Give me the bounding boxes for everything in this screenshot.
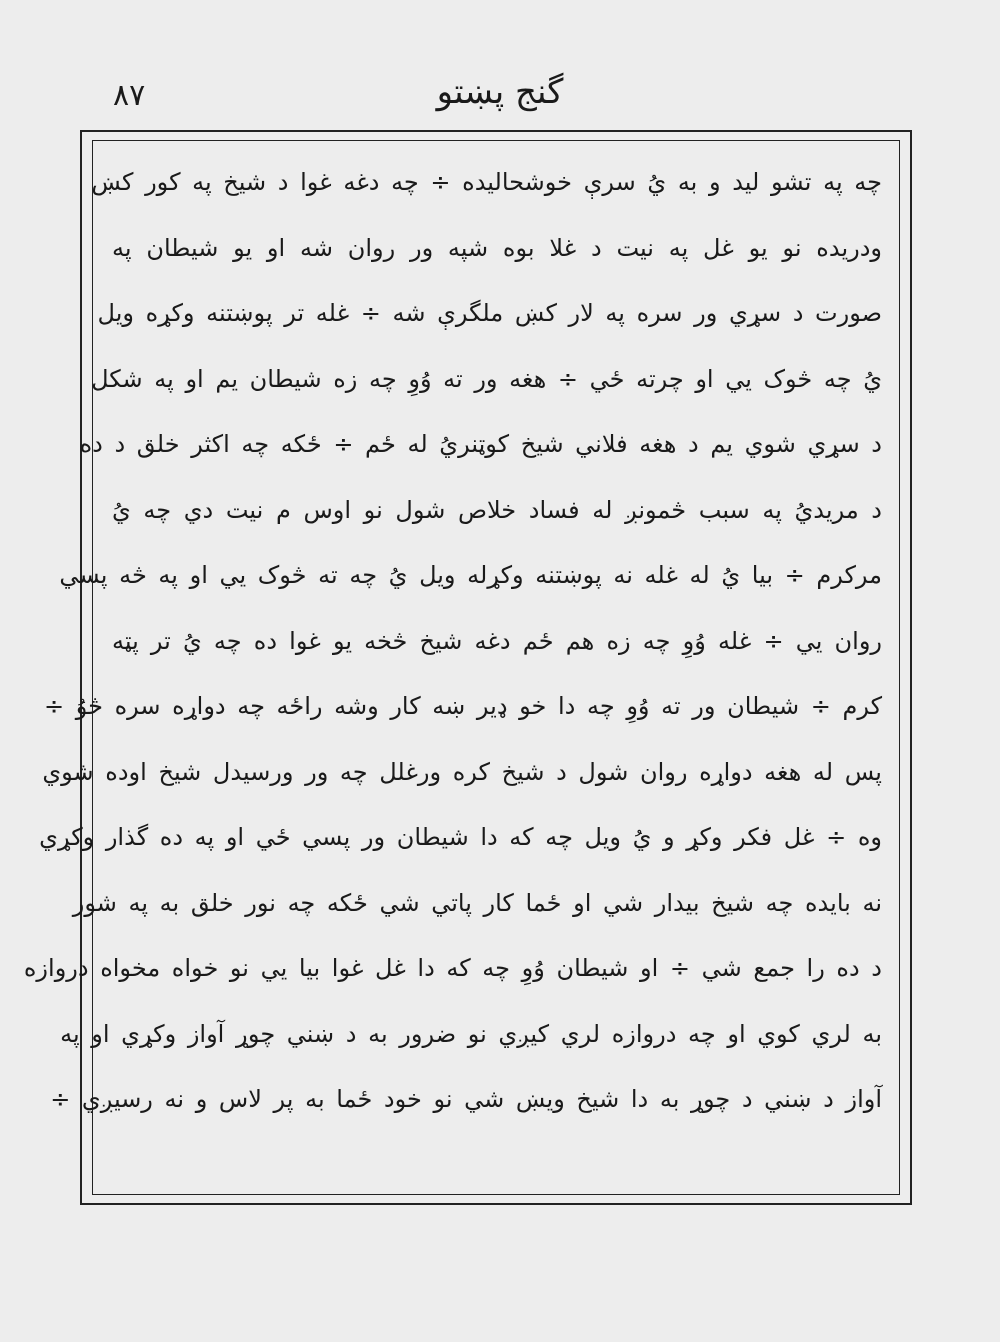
text-line: د ده را جمع شي ÷ او شيطان وُوِ چه که دا غل غوا بيا يي نو خواه مخواه دروازه	[23, 954, 882, 982]
text-line: پس له هغه دواړه روان شول د شيخ کره ورغلل چه ور ورسيدل شيخ اوده شوي	[42, 757, 882, 786]
text-line: د مريديُ په سبب څمونږ له فساد خلاص شول نو اوس م نيت دي چه يُ	[112, 495, 882, 524]
text-line: صورت د سړي ور سره په لار کښ ملگرې شه ÷ غله تر پوښتنه وکړه ويل	[97, 299, 882, 327]
text-line: آواز د ښني د چوړ به دا شيخ ويښ شي نو خود ځما به پر لاس و نه رسيږي ÷	[50, 1085, 882, 1113]
text-line: د سړي شوي يم د هغه فلاني شيخ کوټنريُ له ځم ÷ ځکه چه اکثر خلق د ده	[79, 430, 882, 458]
page-number: ٨٧	[113, 78, 146, 113]
running-title: گنج پښتو	[436, 72, 564, 112]
text-line: مرکرم ÷ بيا يُ له غله نه پوښتنه وکړله ويل يُ چه ته څوک يي او په څه پسي	[59, 561, 882, 589]
text-line: وه ÷ غل فکر وکړ و يُ ويل چه که دا شيطان ور پسي ځي او په ده گذار وکړي	[39, 823, 882, 851]
text-line: روان يي ÷ غله وُوِ چه زه هم ځم دغه شيخ څخه يو غوا ده چه يُ تر پټه	[112, 626, 882, 655]
text-line: يُ چه څوک يي او چرته ځي ÷ هغه ور ته وُوِ چه زه شيطان يم او په شکل	[91, 364, 882, 393]
text-line: نه بايده چه شيخ بيدار شي او ځما کار پاتي شي ځکه چه نور خلق به په شور	[72, 888, 882, 917]
text-line: کرم ÷ شيطان ور ته وُوِ چه دا خو ډير ښه کار وشه راځه چه دواړه سره څوُ ÷	[43, 692, 882, 720]
text-block	[23, 150, 882, 1133]
text-line: ودريده نو يو غل په نيت د غلا بوه شپه ور روان شه او يو شيطان په	[112, 233, 882, 262]
text-line: به لري کوي او چه دروازه لري کيږي نو ضرور به د ښني چوړ آواز وکړي او په	[60, 1019, 882, 1048]
text-line: چه په تشو ليد و به يُ سرې خوشحاليده ÷ چه دغه غوا د شيخ په کور کښ	[91, 168, 882, 196]
